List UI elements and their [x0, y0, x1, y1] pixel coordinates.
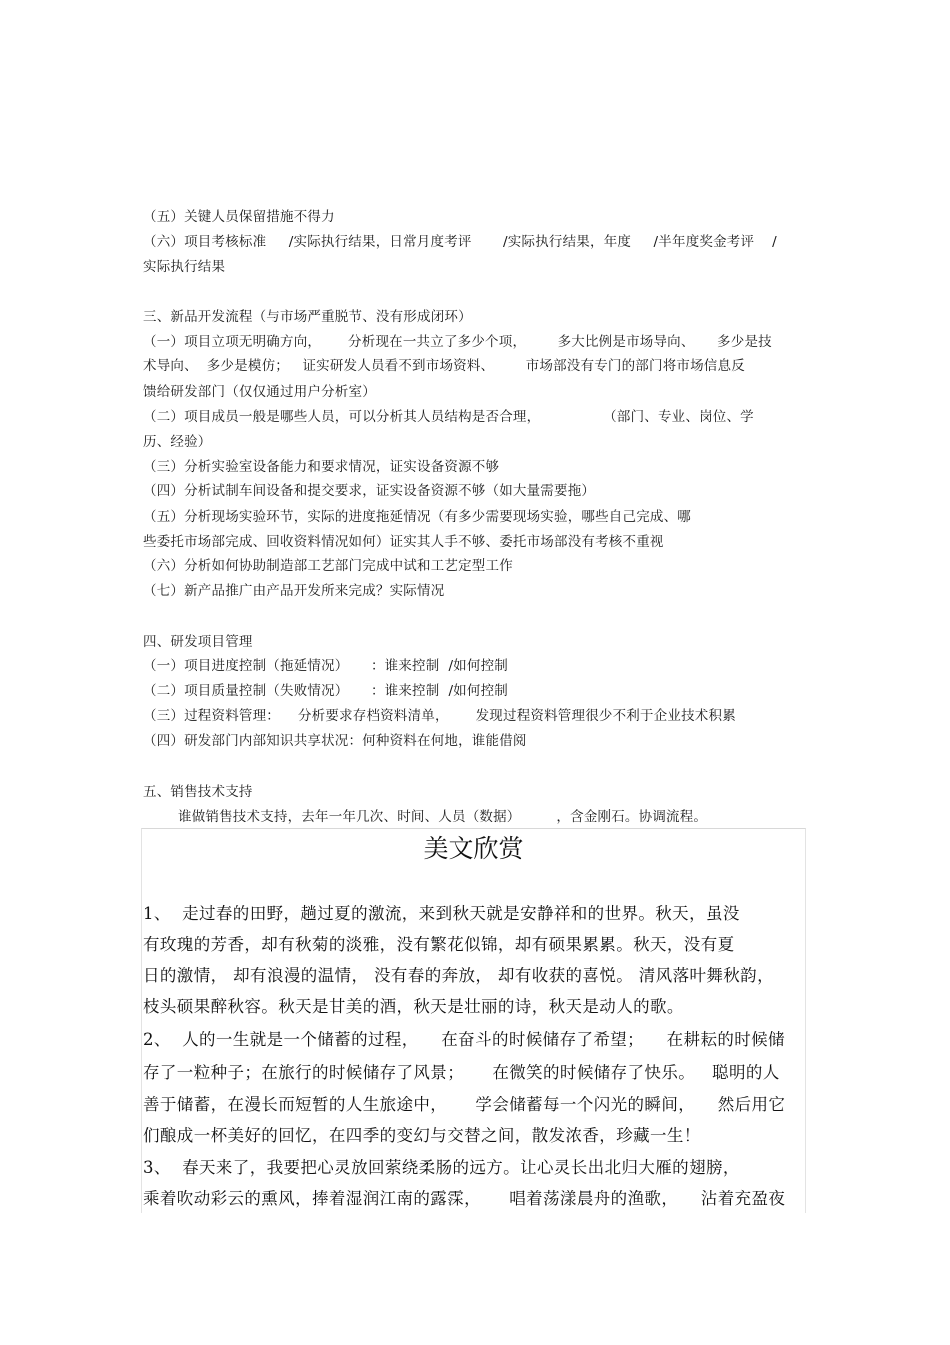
essay-line: 3、 春天来了，我要把心灵放回萦绕柔肠的远方。让心灵长出北归大雁的翅膀， — [143, 1158, 740, 1177]
section3-line: （二）项目成员一般是哪些人员，可以分析其人员结构是否合理， （部门、专业、岗位、学 — [143, 409, 754, 425]
essay-line: 有玫瑰的芳香，却有秋菊的淡雅，没有繁花似锦，却有硕果累累。秋天，没有夏 — [143, 935, 735, 954]
section3-line: （一）项目立项无明确方向， 分析现在一共立了多少个项， 多大比例是市场导向、 多少是技 — [143, 334, 772, 350]
essay-frame — [141, 828, 806, 1213]
item-project-assessment: （六）项目考核标准 /实际执行结果，日常月度考评 /实际执行结果，年度 /半年度奖金考评 / — [143, 234, 777, 250]
essay-line: 日的激情， 却有浪漫的温情， 没有春的奔放， 却有收获的喜悦。 清风落叶舞秋韵， — [143, 966, 774, 985]
item-key-personnel: （五）关键人员保留措施不得力 — [143, 209, 335, 225]
section4-heading: 四、研发项目管理 — [143, 634, 253, 650]
section4-line: （三）过程资料管理： 分析要求存档资料清单， 发现过程资料管理很少不利于企业技术积累 — [143, 708, 736, 724]
essay-line: 枝头硕果醉秋容。秋天是甘美的酒，秋天是壮丽的诗，秋天是动人的歌。 — [143, 997, 684, 1016]
section3-line: 术导向、 多少是模仿； 证实研发人员看不到市场资料、 市场部没有专门的部门将市场信息反 — [143, 358, 745, 374]
essay-line: 存了一粒种子；在旅行的时候储存了风景； 在微笑的时候储存了快乐。 聪明的人 — [143, 1063, 780, 1082]
section4-line: （一）项目进度控制（拖延情况） ：谁来控制 /如何控制 — [143, 658, 508, 674]
section4-line: （四）研发部门内部知识共享状况：何种资料在何地，谁能借阅 — [143, 733, 527, 749]
section3-heading: 三、新品开发流程（与市场严重脱节、没有形成闭环） — [143, 309, 472, 325]
section5-line: 谁做销售技术支持，去年一年几次、时间、人员（数据） ，含金刚石。协调流程。 — [178, 809, 708, 825]
section5-heading: 五、销售技术支持 — [143, 784, 253, 800]
section3-line: （五）分析现场实验环节，实际的进度拖延情况（有多少需要现场实验，哪些自己完成、哪 — [143, 509, 691, 525]
item-project-assessment-cont: 实际执行结果 — [143, 259, 226, 275]
section3-line: （六）分析如何协助制造部工艺部门完成中试和工艺定型工作 — [143, 558, 513, 574]
section3-line: （四）分析试制车间设备和提交要求，证实设备资源不够（如大量需要拖） — [143, 483, 596, 499]
section3-line: 些委托市场部完成、回收资料情况如何）证实其人手不够、委托市场部没有考核不重视 — [143, 534, 664, 550]
section3-line: 历、经验） — [143, 434, 212, 450]
essay-line: 2、 人的一生就是一个储蓄的过程， 在奋斗的时候储存了希望； 在耕耘的时候储 — [143, 1030, 785, 1049]
essay-line: 善于储蓄，在漫长而短暂的人生旅途中， 学会储蓄每一个闪光的瞬间， 然后用它 — [143, 1095, 786, 1114]
essay-line: 乘着吹动彩云的熏风，捧着湿润江南的露霂， 唱着荡漾晨舟的渔歌， 沾着充盈夜 — [143, 1189, 786, 1208]
essay-title: 美文欣赏 — [423, 834, 524, 863]
section3-line: （三）分析实验室设备能力和要求情况，证实设备资源不够 — [143, 459, 500, 475]
essay-line: 1、 走过春的田野，趟过夏的激流，来到秋天就是安静祥和的世界。秋天，虽没 — [143, 904, 740, 923]
section3-line: 馈给研发部门（仅仅通过用户分析室） — [143, 384, 376, 400]
essay-line: 们酿成一杯美好的回忆，在四季的变幻与交替之间，散发浓香，珍藏一生！ — [143, 1126, 701, 1145]
section4-line: （二）项目质量控制（失败情况） ：谁来控制 /如何控制 — [143, 683, 508, 699]
section3-line: （七）新产品推广由产品开发所来完成？实际情况 — [143, 583, 445, 599]
